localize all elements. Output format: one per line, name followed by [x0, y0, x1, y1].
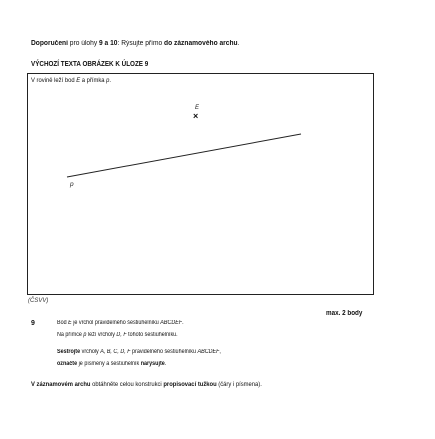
task-text: Bod — [57, 320, 69, 326]
instruction-end: . — [237, 40, 240, 47]
task-vertices: A, B, C, D, F — [100, 349, 131, 355]
task-text: leží vrcholy — [86, 332, 117, 338]
points-label: max. 2 body — [326, 310, 363, 317]
task-text: . — [182, 320, 184, 326]
source-credit: (ČSVV) — [28, 298, 49, 304]
task-hexagon-name: ABCDEF — [160, 320, 183, 326]
task-line-1 — [57, 320, 184, 326]
footer-bold: propisovací tužkou — [163, 381, 217, 388]
task-text: , — [219, 349, 221, 355]
task-text: Na přímce — [57, 332, 84, 338]
task-line-2 — [57, 332, 178, 338]
instruction-bold-suffix: do záznamového archu — [164, 40, 238, 47]
instruction-tasks: 9 a 10 — [98, 40, 118, 47]
task-var-p: p — [83, 332, 87, 338]
task-line-4 — [57, 361, 166, 367]
task-text: je písmeny a šestiúhelník — [77, 361, 141, 367]
caption-end: . — [109, 77, 112, 84]
instruction-after-tasks: : Rýsujte přímo — [117, 40, 165, 47]
caption-line: p — [106, 77, 110, 84]
instruction — [31, 40, 239, 47]
task-number: 9 — [31, 320, 35, 327]
task-verb-construct: Sestrojte — [57, 349, 81, 355]
task-hexagon-name: ABCDEF — [197, 349, 220, 355]
task-text: pravidelného šestiúhelníku — [130, 349, 198, 355]
task-text: vrcholy — [80, 349, 101, 355]
task-text: je vrchol pravidelného šestiúhelníku — [71, 320, 161, 326]
figure-drawing — [27, 73, 374, 295]
section-heading: VÝCHOZÍ TEXTA OBRÁZEK K ÚLOZE 9 — [31, 61, 149, 68]
task-line-3 — [57, 349, 221, 355]
task-text: tohoto šestiúhelníku. — [126, 332, 178, 338]
task-vertices-df: D, F — [116, 332, 127, 338]
instruction-middle: pro úlohy — [67, 40, 99, 47]
line-p — [67, 134, 301, 177]
task-text: . — [164, 361, 167, 367]
point-e-label: E — [195, 105, 200, 111]
caption-middle: a přímka — [80, 77, 107, 84]
caption-prefix: V rovině leží bod — [31, 77, 77, 84]
point-e-marker: × — [193, 111, 199, 121]
line-p-label: p — [70, 181, 74, 188]
caption-point: E — [76, 77, 81, 84]
footer-note — [31, 381, 262, 388]
instruction-bold-prefix: Doporučení — [31, 40, 68, 47]
footer-bold: V záznamovém archu — [31, 381, 91, 388]
task-verb-draw: narýsujte — [140, 361, 165, 367]
task-verb-label: označte — [57, 361, 78, 367]
footer-text: (čáry i písmena). — [216, 381, 262, 388]
task-var-e: E — [68, 320, 72, 326]
footer-text: obtáhněte celou konstrukci — [90, 381, 164, 388]
